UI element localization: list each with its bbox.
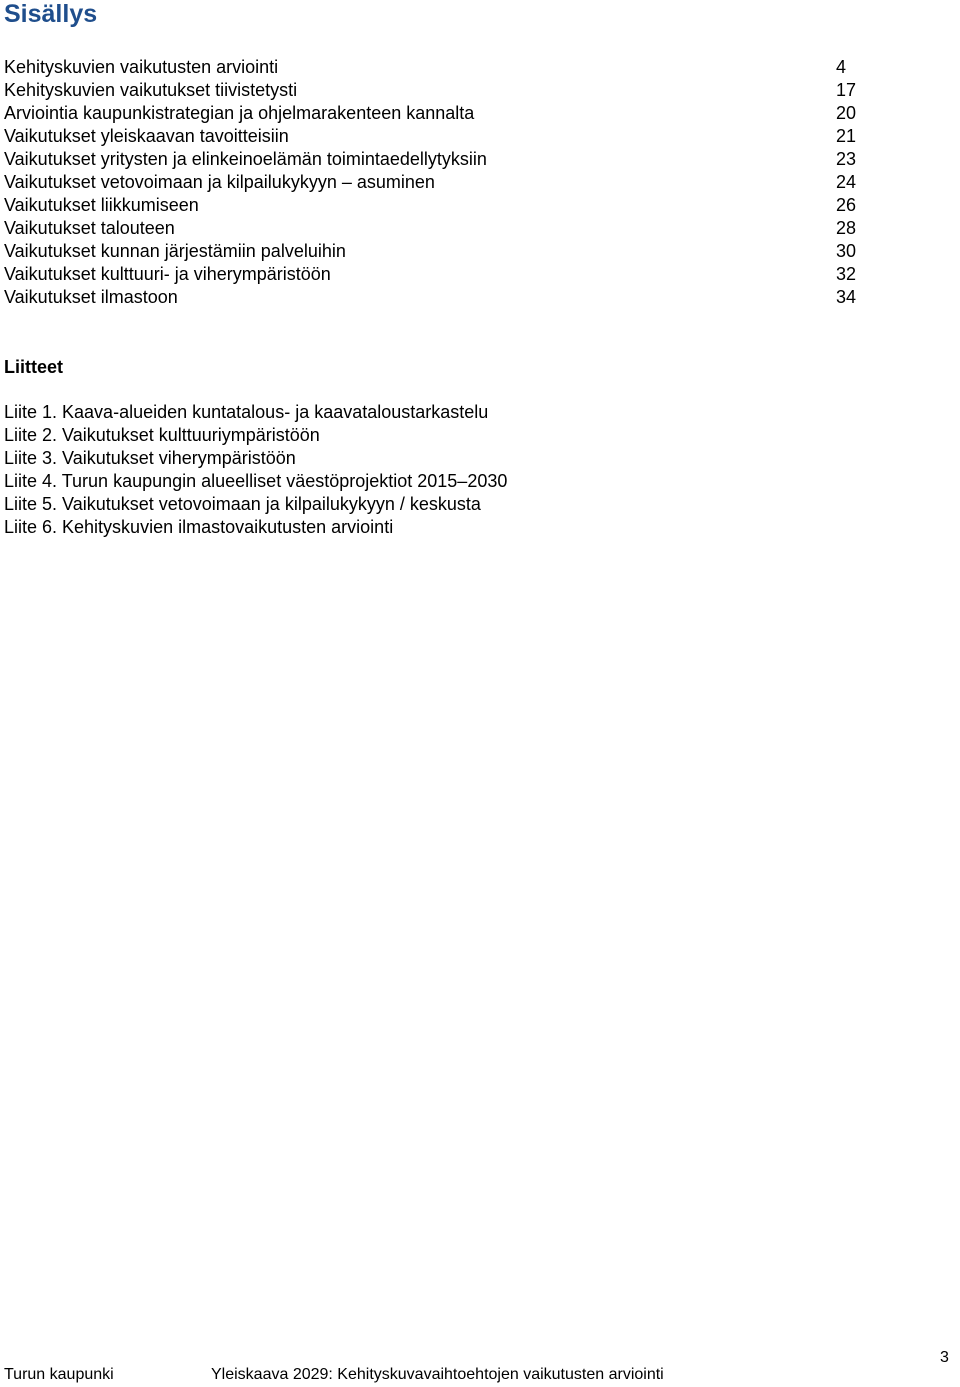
toc-entry (4, 171, 860, 194)
appendix-item: Liite 3. Vaikutukset viherympäristöön (4, 448, 296, 468)
toc-entry-title: Vaikutukset kunnan järjestämiin palveluihin (4, 241, 346, 261)
toc-entry-title: Vaikutukset ilmastoon (4, 287, 178, 307)
toc-entry-title: Kehityskuvien vaikutukset tiivistetysti (4, 80, 298, 100)
table-of-contents (4, 56, 860, 309)
toc-entry-title: Vaikutukset liikkumiseen (4, 195, 199, 215)
toc-entry-page: 28 (836, 218, 857, 238)
toc-entry (4, 217, 860, 240)
toc-entry-page: 34 (836, 287, 857, 307)
toc-entry (4, 79, 860, 102)
appendix-item: Liite 5. Vaikutukset vetovoimaan ja kilpailukykyyn / keskusta (4, 494, 481, 514)
toc-entry-page: 26 (836, 195, 857, 215)
toc-entry-page: 32 (836, 264, 857, 284)
page-title: Sisällys (4, 0, 98, 28)
toc-entry (4, 194, 860, 217)
appendices-heading: Liitteet (4, 357, 64, 377)
toc-entry-page: 24 (836, 172, 857, 192)
toc-entry-page: 4 (836, 57, 847, 77)
toc-entry (4, 240, 860, 263)
toc-entry-page: 17 (836, 80, 857, 100)
toc-entry (4, 263, 860, 286)
toc-entry-title: Kehityskuvien vaikutusten arviointi (4, 57, 279, 77)
toc-entry (4, 125, 860, 148)
toc-entry-title: Vaikutukset yritysten ja elinkeinoelämän toimintaedellytyksiin (4, 149, 487, 169)
appendix-item: Liite 1. Kaava-alueiden kuntatalous- ja kaavataloustarkastelu (4, 402, 489, 422)
toc-entry-title: Vaikutukset kulttuuri- ja viherympäristöön (4, 264, 331, 284)
toc-entry-page: 20 (836, 103, 857, 123)
appendix-item: Liite 2. Vaikutukset kulttuuriympäristöön (4, 425, 320, 445)
footer-document-title: Yleiskaava 2029: Kehityskuvavaihtoehtojen vaikutusten arviointi (211, 1366, 664, 1383)
toc-entry-title: Vaikutukset yleiskaavan tavoitteisiin (4, 126, 289, 146)
toc-entry-page: 30 (836, 241, 857, 261)
toc-entry (4, 102, 860, 125)
toc-entry-title: Arviointia kaupunkistrategian ja ohjelmarakenteen kannalta (4, 103, 475, 123)
toc-entry-title: Vaikutukset talouteen (4, 218, 175, 238)
appendix-item: Liite 4. Turun kaupungin alueelliset väestöprojektiot 2015–2030 (4, 471, 508, 491)
toc-entry (4, 286, 860, 309)
appendix-item: Liite 6. Kehityskuvien ilmastovaikutusten arviointi (4, 517, 394, 537)
appendix-list (4, 401, 507, 539)
toc-entry (4, 56, 860, 79)
page-number: 3 (940, 1349, 949, 1366)
toc-entry-page: 23 (836, 149, 857, 169)
toc-entry (4, 148, 860, 171)
toc-entry-page: 21 (836, 126, 857, 146)
toc-entry-title: Vaikutukset vetovoimaan ja kilpailukykyyn – asuminen (4, 172, 435, 192)
footer-organization: Turun kaupunki (4, 1366, 114, 1383)
